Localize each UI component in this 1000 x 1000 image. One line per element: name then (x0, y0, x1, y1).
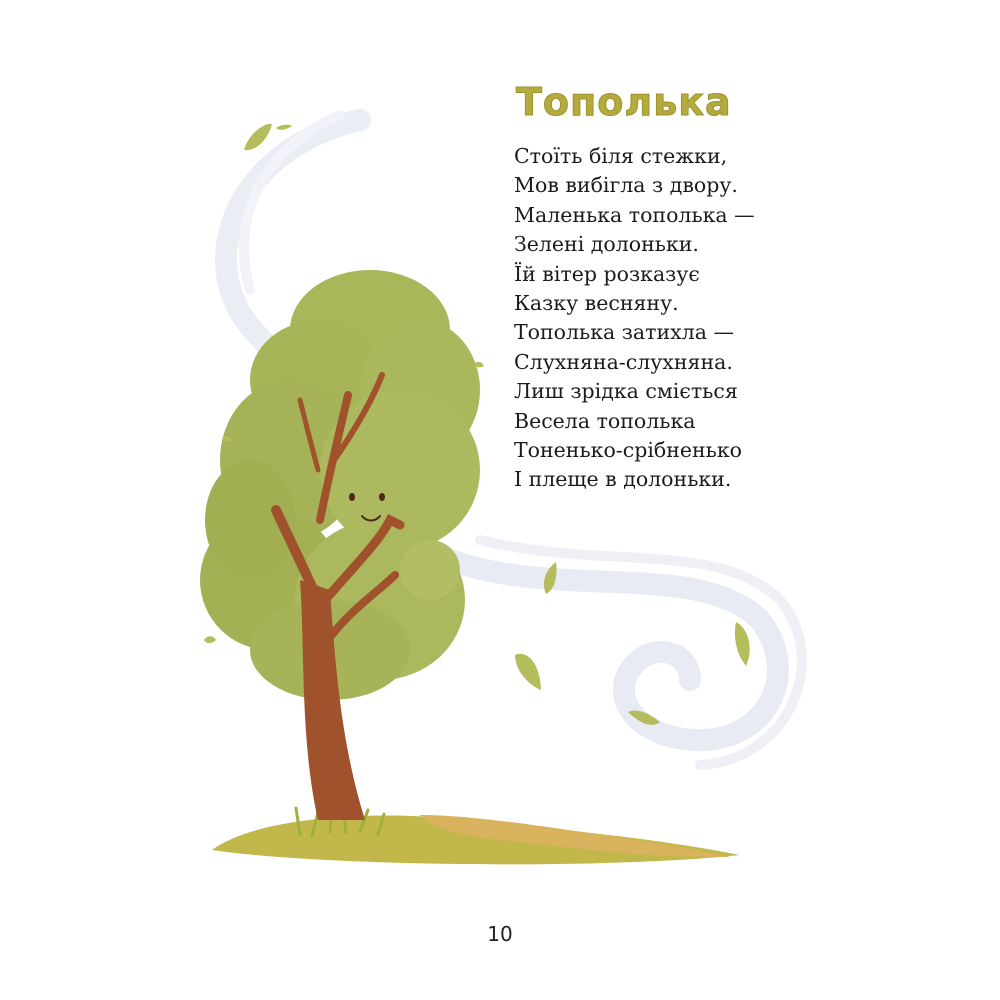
poem-text (514, 142, 755, 495)
smiling-poplar-tree-icon (200, 270, 480, 820)
poem-line: Мов вибігла з двору. (514, 173, 738, 198)
poem-line: Їй вітер розказує (514, 261, 700, 286)
page-number: 10 (487, 922, 513, 946)
poem-line: Тополька затихла — (514, 320, 734, 345)
poem-line: Лиш зрідка сміється (514, 379, 738, 404)
poem-line: І плеще в долоньки. (514, 467, 732, 492)
ground (212, 815, 740, 864)
poem-line: Казку весняну. (514, 291, 679, 316)
poem-line: Тоненько-срібненько (514, 438, 742, 463)
poem-line: Зелені долоньки. (514, 232, 699, 257)
poem-line: Стоїть біля стежки, (514, 144, 728, 168)
poem-line: Слухняна-слухняна. (514, 349, 733, 374)
poem-line: Весела тополька (514, 408, 696, 433)
poem-title: Тополька (516, 80, 732, 124)
poem-line: Маленька тополька — (514, 202, 755, 227)
